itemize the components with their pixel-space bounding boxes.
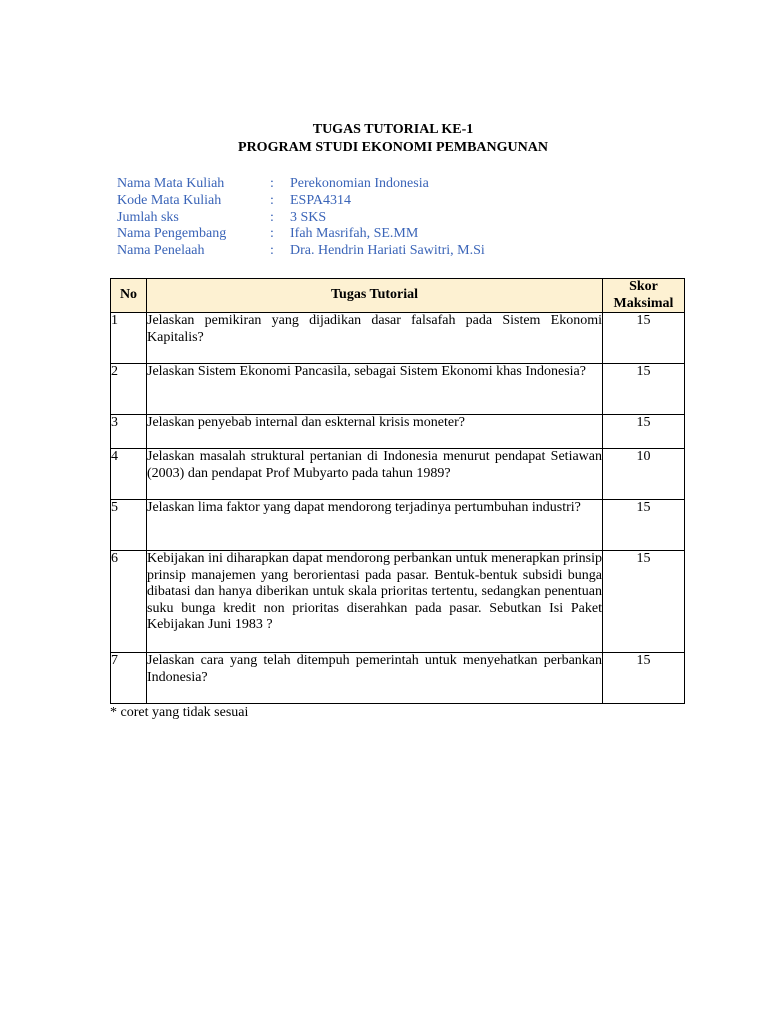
- row-number: 1: [111, 313, 147, 364]
- info-label: Nama Mata Kuliah: [117, 176, 225, 191]
- info-value: ESPA4314: [290, 192, 351, 208]
- row-number: 6: [111, 551, 147, 653]
- task-question: Kebijakan ini diharapkan dapat mendorong perbankan untuk menerapkan prinsip prinsip manajemen yang berorientasi pada pasar. Bentuk-bentuk subsidi bunga dibatasi dan hanya diberikan untuk skala prioritas tertentu, sedangkan penentuan suku bunga kredit non prioritas diserahkan pada pasar. Sebutkan Isi Paket Kebijakan Juni 1983 ?: [147, 551, 603, 653]
- document-subtitle: PROGRAM STUDI EKONOMI PEMBANGUNAN: [238, 140, 548, 155]
- column-header-score: Skor Maksimal: [603, 279, 685, 313]
- info-colon: :: [270, 243, 274, 259]
- info-row-course-code: [117, 193, 485, 210]
- task-question: Jelaskan masalah struktural pertanian di Indonesia menurut pendapat Setiawan (2003) dan pendapat Prof Mubyarto pada tahun 1989?: [147, 449, 603, 500]
- info-row-reviewer: [117, 243, 485, 260]
- row-number: 2: [111, 364, 147, 415]
- info-colon: :: [270, 209, 274, 225]
- table-row: [111, 653, 685, 704]
- info-row-developer: [117, 226, 485, 243]
- info-value: 3 SKS: [290, 209, 327, 225]
- table-row: [111, 313, 685, 364]
- table-row: [111, 364, 685, 415]
- table-row: [111, 551, 685, 653]
- row-number: 4: [111, 449, 147, 500]
- column-header-no: No: [111, 279, 147, 313]
- footnote: * coret yang tidak sesuai: [110, 705, 249, 720]
- row-number: 7: [111, 653, 147, 704]
- task-question: Jelaskan Sistem Ekonomi Pancasila, sebagai Sistem Ekonomi khas Indonesia?: [147, 364, 603, 415]
- info-row-course-name: [117, 176, 485, 193]
- info-colon: :: [270, 176, 274, 191]
- info-label: Jumlah sks: [117, 209, 179, 225]
- info-value: Perekonomian Indonesia: [290, 176, 429, 191]
- table-row: [111, 449, 685, 500]
- max-score: 15: [603, 500, 685, 551]
- max-score: 15: [603, 415, 685, 449]
- info-label: Nama Penelaah: [117, 243, 205, 259]
- course-info: [117, 176, 485, 260]
- task-question: Jelaskan pemikiran yang dijadikan dasar falsafah pada Sistem Ekonomi Kapitalis?: [147, 313, 603, 364]
- tutorial-task-table: [110, 278, 685, 704]
- info-colon: :: [270, 226, 274, 242]
- document-title: TUGAS TUTORIAL KE-1: [312, 122, 474, 137]
- max-score: 15: [603, 313, 685, 364]
- table-row: [111, 500, 685, 551]
- row-number: 3: [111, 415, 147, 449]
- info-row-credits: [117, 210, 485, 227]
- max-score: 15: [603, 364, 685, 415]
- info-value: Ifah Masrifah, SE.MM: [290, 226, 419, 242]
- info-label: Nama Pengembang: [117, 226, 227, 242]
- row-number: 5: [111, 500, 147, 551]
- max-score: 15: [603, 653, 685, 704]
- max-score: 15: [603, 551, 685, 653]
- column-header-task: Tugas Tutorial: [147, 279, 603, 313]
- task-question: Jelaskan cara yang telah ditempuh pemerintah untuk menyehatkan perbankan Indonesia?: [147, 653, 603, 704]
- max-score: 10: [603, 449, 685, 500]
- table-header-row: [111, 279, 685, 313]
- table-row: [111, 415, 685, 449]
- task-question: Jelaskan lima faktor yang dapat mendorong terjadinya pertumbuhan industri?: [147, 500, 603, 551]
- info-colon: :: [270, 192, 274, 208]
- info-label: Kode Mata Kuliah: [117, 192, 222, 208]
- info-value: Dra. Hendrin Hariati Sawitri, M.Si: [290, 243, 485, 259]
- task-question: Jelaskan penyebab internal dan eskternal krisis moneter?: [147, 415, 603, 449]
